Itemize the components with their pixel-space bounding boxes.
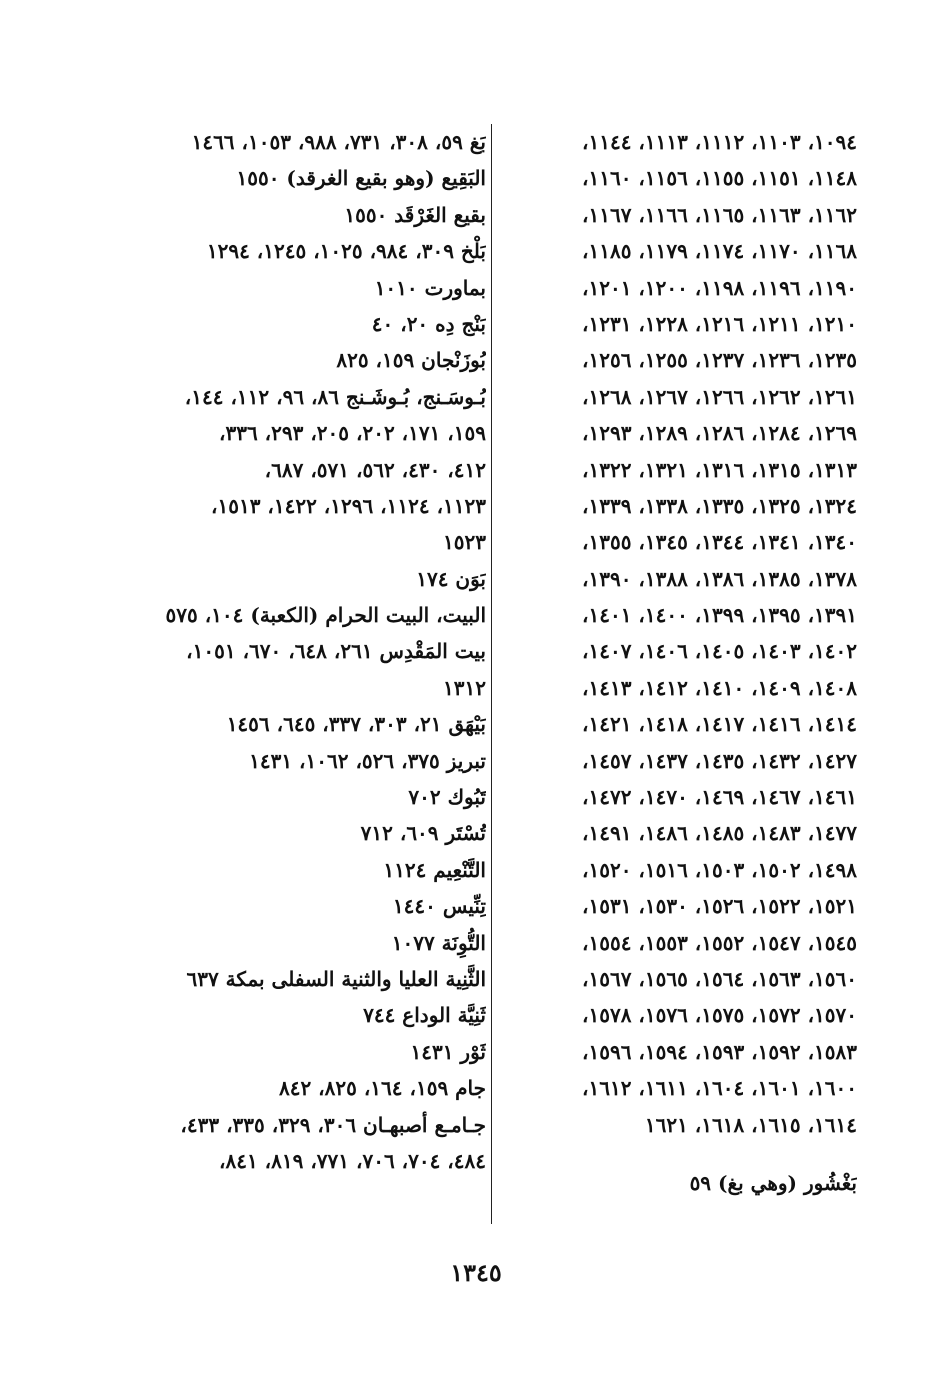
index-line: ١٣٩١، ١٣٩٥، ١٣٩٩، ١٤٠٠، ١٤٠١، <box>582 603 857 628</box>
index-line: ١٤٠٨، ١٤٠٩، ١٤١٠، ١٤١٢، ١٤١٣، <box>582 675 857 700</box>
index-line: بُوزَنْجان ١٥٩، ٨٢٥ <box>336 348 486 373</box>
page-number: ١٣٤٥ <box>450 1258 502 1287</box>
index-line: ١٥٦٠، ١٥٦٣، ١٥٦٤، ١٥٦٥، ١٥٦٧، <box>582 966 857 991</box>
index-line: جام ١٥٩، ١٦٤، ٨٢٥، ٨٤٢ <box>278 1076 486 1101</box>
index-line: ١٥٤٥، ١٥٤٧، ١٥٥٢، ١٥٥٣، ١٥٥٤، <box>582 930 857 955</box>
index-line: ١٥٨٣، ١٥٩٢، ١٥٩٣، ١٥٩٤، ١٥٩٦، <box>582 1039 857 1064</box>
index-line: بَلْخ ٣٠٩، ٩٨٤، ١٠٢٥، ١٢٤٥، ١٢٩٤ <box>206 239 486 264</box>
index-line: ١١٩٠، ١١٩٦، ١١٩٨، ١٢٠٠، ١٢٠١، <box>582 275 857 300</box>
index-line: بَيْهَق ٢١، ٣٠٣، ٣٣٧، ٦٤٥، ١٤٥٦ <box>226 712 486 737</box>
index-line: بُـوسَـنج، بُـوشَـنج ٨٦، ٩٦، ١١٢، ١٤٤، <box>184 384 486 409</box>
index-line: ١٢٣٥، ١٢٣٦، ١٢٣٧، ١٢٥٥، ١٢٥٦، <box>582 348 857 373</box>
index-line: الثَّنِية العليا والثنية السفلى بمكة ٦٣٧ <box>186 966 486 991</box>
index-line: ١٢٦٩، ١٢٨٤، ١٢٨٦، ١٢٨٩، ١٢٩٣، <box>582 421 857 446</box>
index-line: ١٥٢٣ <box>443 530 486 555</box>
index-line: ١٤٧٧، ١٤٨٣، ١٤٨٥، ١٤٨٦، ١٤٩١، <box>582 821 857 846</box>
index-line: تبريز ٣٧٥، ٥٢٦، ١٠٦٢، ١٤٣١ <box>249 748 486 773</box>
index-line: جـامـع أصبهـان ٣٠٦، ٣٢٩، ٣٣٥، ٤٣٣، <box>180 1112 486 1137</box>
index-line: بماورت ١٠١٠ <box>374 275 486 300</box>
index-line: ١٣١٣، ١٣١٥، ١٣١٦، ١٣٢١، ١٣٢٢، <box>582 457 857 482</box>
index-line: ١٦١٤، ١٦١٥، ١٦١٨، ١٦٢١ <box>644 1112 857 1137</box>
index-line: ١٤٢٧، ١٤٣٢، ١٤٣٥، ١٤٣٧، ١٤٥٧، <box>582 748 857 773</box>
index-line: ٤١٢، ٤٣٠، ٥٦٢، ٥٧١، ٦٨٧، <box>264 457 486 482</box>
index-line: ١٣٢٤، ١٣٢٥، ١٣٣٥، ١٣٣٨، ١٣٣٩، <box>582 493 857 518</box>
index-line: ١١٦٨، ١١٧٠، ١١٧٤، ١١٧٩، ١١٨٥، <box>582 239 857 264</box>
index-line: ١١٤٨، ١١٥١، ١١٥٥، ١١٥٦، ١١٦٠، <box>582 166 857 191</box>
index-line: تِنِّيس ١٤٤٠ <box>392 894 486 919</box>
index-line: بَغ ٥٩، ٣٠٨، ٧٣١، ٩٨٨، ١٠٥٣، ١٤٦٦ <box>191 130 486 154</box>
index-line: ١٤٦١، ١٤٦٧، ١٤٦٩، ١٤٧٠، ١٤٧٢، <box>582 785 857 810</box>
index-line: بيت المَقْدِس ٢٦١، ٦٤٨، ٦٧٠، ١٠٥١، <box>186 639 486 664</box>
index-line: بقيع الغَرْقَد ١٥٥٠ <box>344 202 486 227</box>
column-divider <box>491 124 492 1224</box>
index-line: التَّنْعِيم ١١٢٤ <box>383 857 486 882</box>
index-line: تَبُوك ٧٠٢ <box>408 785 486 810</box>
index-line: ١٢١٠، ١٢١١، ١٢١٦، ١٢٢٨، ١٢٣١، <box>582 311 857 336</box>
index-line: بَنْج دِه ٢٠، ٤٠ <box>371 311 486 336</box>
index-line: ١٥٩، ١٧١، ٢٠٢، ٢٠٥، ٢٩٣، ٣٣٦، <box>219 421 486 446</box>
index-line: ثَوْر ١٤٣١ <box>410 1039 486 1064</box>
index-line: ١١٦٢، ١١٦٣، ١١٦٥، ١١٦٦، ١١٦٧، <box>582 202 857 227</box>
index-line: ١٥٧٠، ١٥٧٢، ١٥٧٥، ١٥٧٦، ١٥٧٨، <box>582 1003 857 1028</box>
index-line: ١٣٧٨، ١٣٨٥، ١٣٨٦، ١٣٨٨، ١٣٩٠، <box>582 566 857 591</box>
right-column <box>505 124 857 1201</box>
index-line: ١١٢٣، ١١٢٤، ١٢٩٦، ١٤٢٢، ١٥١٣، <box>211 493 486 518</box>
index-line: ١٦٠٠، ١٦٠١، ١٦٠٤، ١٦١١، ١٦١٢، <box>582 1076 857 1101</box>
index-line: تُسْتَر ٦٠٩، ٧١٢ <box>360 821 486 846</box>
index-entry: بَغْشُور (وهي بغ) ٥٩ <box>689 1170 857 1195</box>
index-line: البَقِيع (وهو بقيع الغرقد) ١٥٥٠ <box>236 166 486 191</box>
index-line: ١٥٢١، ١٥٢٢، ١٥٢٦، ١٥٣٠، ١٥٣١، <box>582 894 857 919</box>
index-line: ١٣٤٠، ١٣٤١، ١٣٤٤، ١٣٤٥، ١٣٥٥، <box>582 530 857 555</box>
index-line: ٤٨٤، ٧٠٤، ٧٠٦، ٧٧١، ٨١٩، ٨٤١، <box>219 1148 486 1173</box>
index-line: التُّوِنَة ١٠٧٧ <box>391 930 486 955</box>
index-line: ١٣١٢ <box>443 675 486 700</box>
index-line: بَوَن ١٧٤ <box>416 566 486 591</box>
index-line: ١٤٠٢، ١٤٠٣، ١٤٠٥، ١٤٠٦، ١٤٠٧، <box>582 639 857 664</box>
left-column <box>128 124 486 1179</box>
index-line: البيت، البيت الحرام (الكعبة) ١٠٤، ٥٧٥ <box>165 603 486 628</box>
index-line: ثَنِيَّة الوداع ٧٤٤ <box>363 1003 486 1028</box>
entry-gap <box>505 1143 857 1165</box>
index-line: ١٤٩٨، ١٥٠٢، ١٥٠٣، ١٥١٦، ١٥٢٠، <box>582 857 857 882</box>
index-line: ١٤١٤، ١٤١٦، ١٤١٧، ١٤١٨، ١٤٢١، <box>582 712 857 737</box>
index-line: ١٢٦١، ١٢٦٢، ١٢٦٦، ١٢٦٧، ١٢٦٨، <box>582 384 857 409</box>
index-line: ١٠٩٤، ١١٠٣، ١١١٢، ١١١٣، ١١٤٤، <box>582 130 857 154</box>
